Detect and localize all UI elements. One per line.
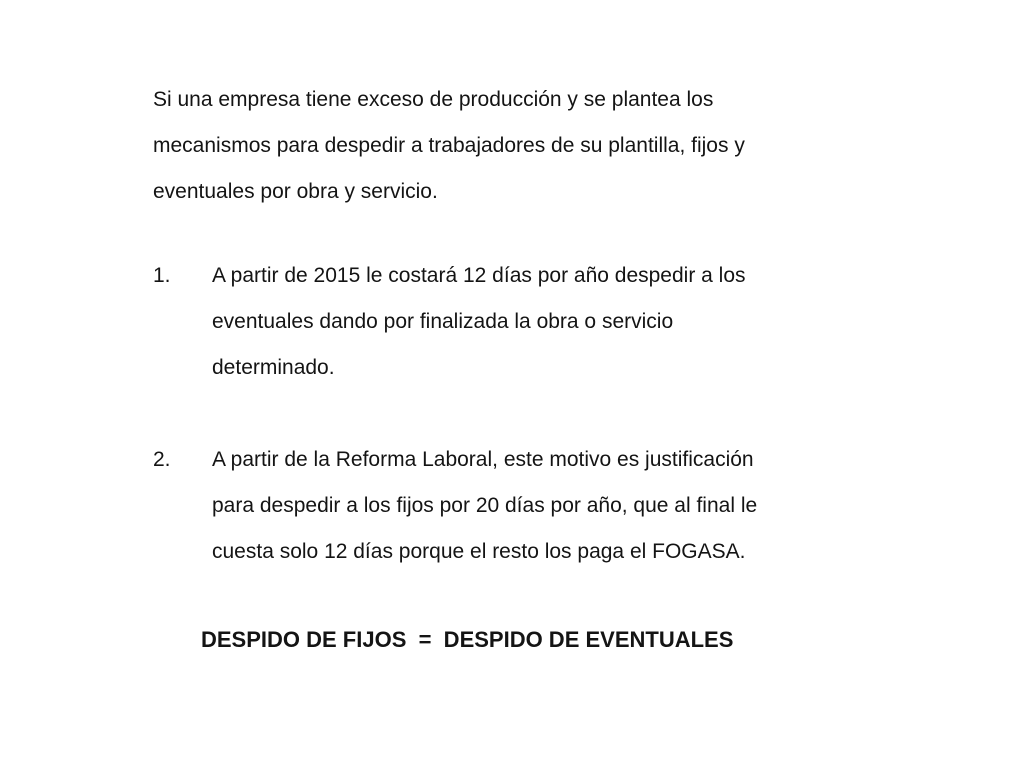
conclusion-heading: DESPIDO DE FIJOS = DESPIDO DE EVENTUALES	[201, 627, 734, 652]
intro-paragraph: Si una empresa tiene exceso de producción y se plantea los mecanismos para despedir a trabajadores de su plantilla, fijos y eventuales por obra y servicio.	[153, 88, 745, 203]
list-item-number: 1.	[153, 264, 171, 287]
list-item-text: A partir de la Reforma Laboral, este motivo es justificación para despedir a los fijos por 20 días por año, que al final le cuesta solo 12 días porque el resto los paga el FOGASA.	[212, 448, 758, 563]
list-item-number: 2.	[153, 448, 171, 471]
list-item-text: A partir de 2015 le costará 12 días por año despedir a los eventuales dando por finalizada la obra o servicio determinado.	[212, 264, 746, 379]
